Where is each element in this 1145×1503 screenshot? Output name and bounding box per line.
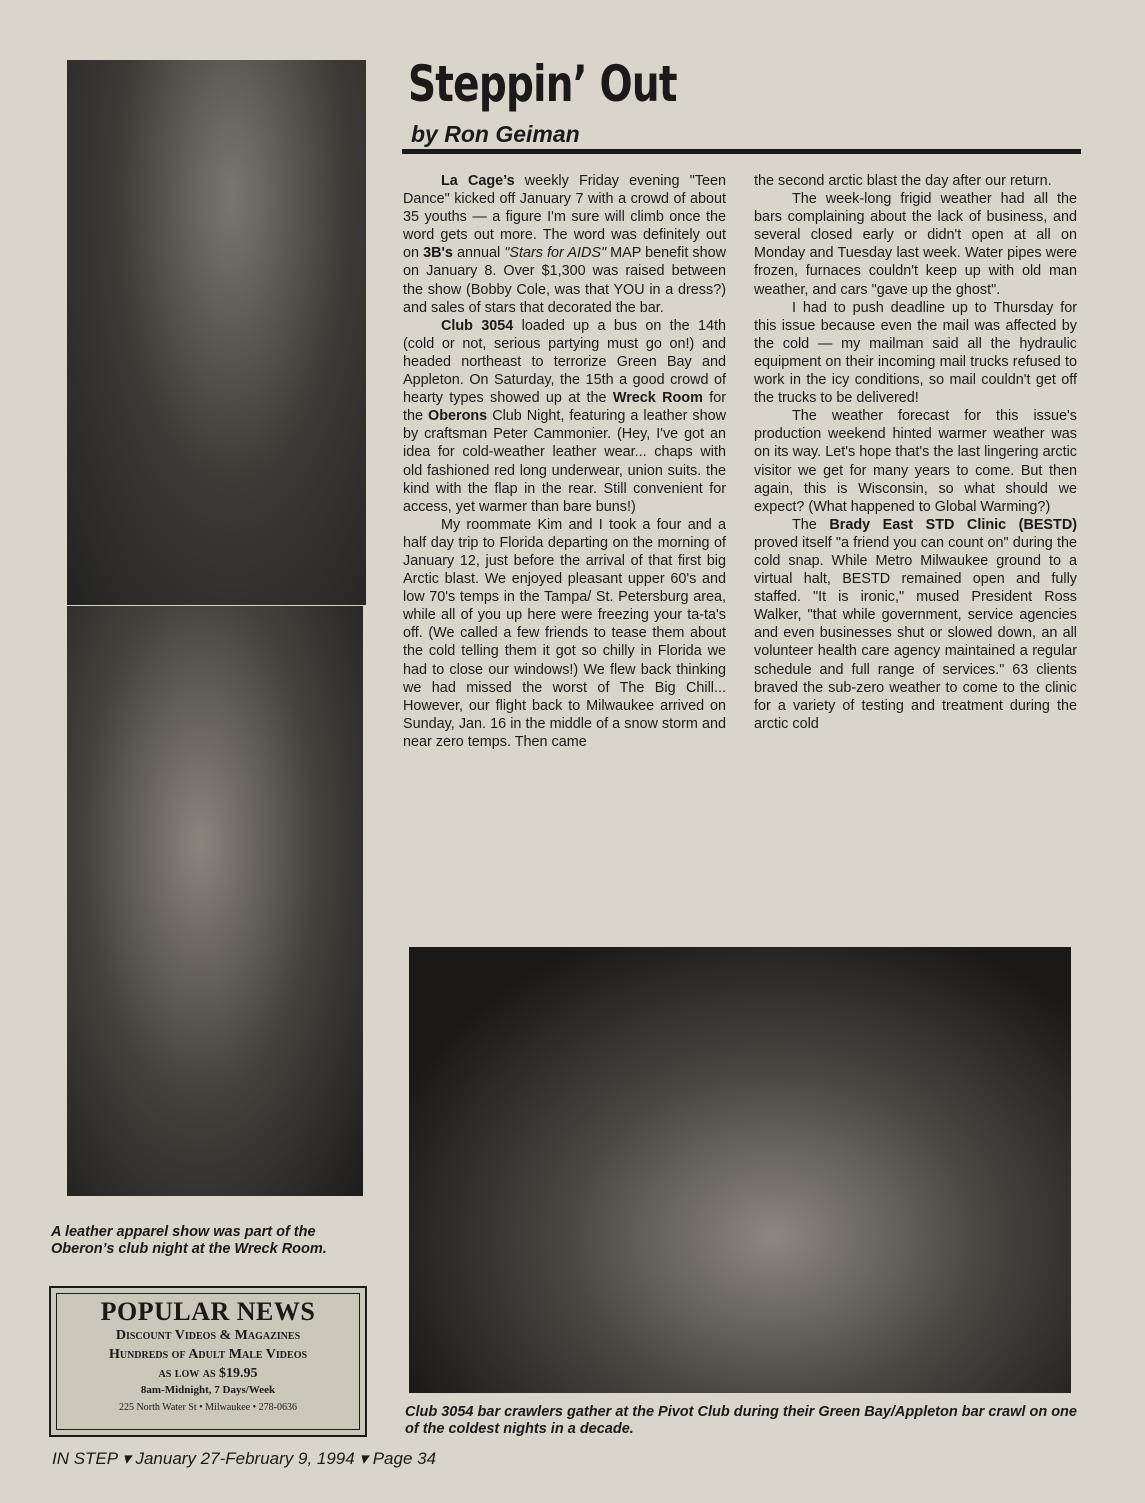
- left-photos-caption: A leather apparel show was part of the Oberon’s club night at the Wreck Room.: [51, 1224, 327, 1257]
- text: MAP benefit show on January 8. Over $1,300 was raised between the show (Bobby Cole, was that YOU in a dress?) and sales of stars that decorated the bar.: [403, 245, 726, 316]
- org-bestd: Brady East STD Clinic (BESTD): [829, 516, 1078, 533]
- venue-wreck-room: Wreck Room: [612, 390, 703, 407]
- col1-paragraph-1: [403, 172, 726, 317]
- photo-group-pivot-club: [409, 947, 1071, 1393]
- photo-leather-vest-model: [67, 60, 366, 605]
- page-footer: IN STEP ▾ January 27-February 9, 1994 ▾ Page 34: [52, 1449, 437, 1468]
- text: Club Night, featuring a leather show by craftsman Peter Cammonier. (Hey, I've got an idea for cold-weather leather wear... chaps with old fashioned red long underwear, union suits. the kind with the flap in the rear. Still convenient for access, yet warmer than bare buns!): [403, 408, 726, 515]
- title-rule: [402, 149, 1081, 154]
- article-column-2: [754, 172, 1077, 733]
- venue-club-3054: Club 3054: [441, 317, 514, 334]
- col2-paragraph-1: The week-long frigid weather had all the bars complaining about the lack of business, and several closed early or didn't open at all on Monday and Tuesday last week. Water pipes were frozen, furnaces couldn't keep up with old man weather, and cars "gave up the ghost".: [754, 191, 1077, 298]
- text: The: [792, 516, 830, 533]
- ad-line-2: Hundreds of Adult Male Videos: [108, 1347, 308, 1362]
- ad-price: as low as $19.95: [158, 1366, 258, 1381]
- ad-name: POPULAR NEWS: [100, 1297, 316, 1326]
- article-byline: by Ron Geiman: [411, 121, 580, 147]
- text: for the: [403, 390, 726, 425]
- text: loaded up a bus on the 14th (cold or not, serious partying must go on!) and headed northeast to terrorize Green Bay and Appleton. On Saturday, the 15th a good crowd of hearty types showed up at the: [403, 317, 727, 407]
- ad-line-1: Discount Videos & Magazines: [115, 1328, 301, 1343]
- ad-hours: 8am-Midnight, 7 Days/Week: [140, 1384, 276, 1396]
- col2-paragraph-4: [754, 516, 1077, 733]
- col2-paragraph-0: the second arctic blast the day after our return.: [754, 173, 1052, 189]
- text: weekly Friday evening "Teen Dance" kicked off January 7 with a crowd of about 35 youths — a figure I'm sure will climb once the word gets out more. The word was definitely out on: [403, 173, 726, 262]
- ad-address: 225 North Water St • Milwaukee • 278-0636: [119, 1402, 297, 1413]
- text: proved itself "a friend you can count on" during the cold snap. While Metro Milwaukee ground to a virtual halt, BESTD remained open and fully staffed. "It is ironic," mused President Ross Walker, "that while government, service agencies and even businesses shut or slowed down, an all volunteer health care agency maintained a regular schedule and full range of services." 63 clients braved the sub-zero weather to come to the clinic for a variety of testing and treatment during the arctic cold: [754, 534, 1077, 732]
- col2-paragraph-2: I had to push deadline up to Thursday for this issue because even the mail was affected by the cold — my mailman said all the hydraulic equipment on their incoming mail trucks refused to work in the icy conditions, so mail couldn't get off the trucks to be delivered!: [754, 299, 1077, 407]
- ad-inner-border: [56, 1293, 360, 1430]
- text: annual: [452, 245, 505, 262]
- photo-leather-harness-model: [67, 606, 363, 1196]
- col1-paragraph-3: My roommate Kim and I took a four and a half day trip to Florida departing on the morning of January 12, just before the arrival of that first big Arctic blast. We enjoyed pleasant upper 60's and low 70's temps in the Tampa/ St. Petersburg area, while all of you up here were freezing your ta-ta's off. (We called a few friends to tease them about the cold telling them it got so chilly in Florida we had to close our windows!) We flew back thinking we had missed the worst of The Big Chill... However, our flight back to Milwaukee arrived on Sunday, Jan. 16 in the middle of a snow storm and near zero temps. Then came: [403, 516, 726, 750]
- col2-paragraph-3: The weather forecast for this issue's production weekend hinted warmer weather was on its way. Let's hope that's the last lingering arctic visitor we get for many years to come. But then again, this is Wisconsin, so what should we expect? (What happened to Global Warming?): [754, 408, 1077, 515]
- article-title: Steppin’ Out: [408, 55, 677, 113]
- group-photo-caption: Club 3054 bar crawlers gather at the Pivot Club during their Green Bay/Appleton bar crawl on one of the coldest nights in a decade.: [405, 1404, 1077, 1437]
- venue-la-cage: La Cage’s: [441, 173, 515, 189]
- venue-3bs: 3B's: [423, 245, 453, 262]
- event-stars-for-aids: "Stars for AIDS": [504, 245, 607, 262]
- popular-news-ad: [49, 1286, 367, 1437]
- group-oberons: Oberons: [428, 408, 488, 425]
- article-column-1: [403, 172, 726, 751]
- col1-paragraph-2: [403, 317, 726, 516]
